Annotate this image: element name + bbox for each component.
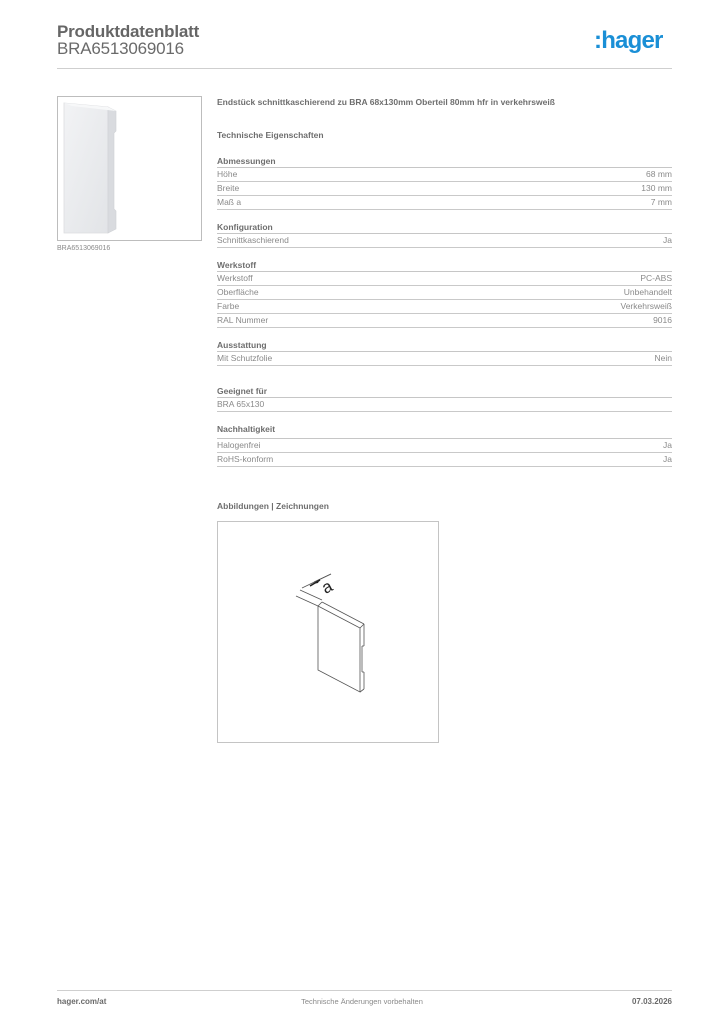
dimension-label: a bbox=[318, 576, 336, 598]
spec-value: PC-ABS bbox=[640, 273, 672, 283]
section-geeignet-fuer bbox=[217, 386, 672, 412]
spec-row bbox=[217, 300, 672, 314]
product-code: BRA6513069016 bbox=[57, 39, 184, 58]
spec-value: Verkehrsweiß bbox=[620, 301, 672, 311]
section-title: Konfiguration bbox=[217, 222, 672, 234]
spec-label: BRA 65x130 bbox=[217, 399, 265, 409]
footer-divider bbox=[57, 990, 672, 991]
spec-label: Mit Schutzfolie bbox=[217, 353, 273, 363]
section-werkstoff bbox=[217, 260, 672, 328]
product-photo bbox=[57, 96, 202, 241]
section-abmessungen bbox=[217, 156, 672, 210]
spec-row bbox=[217, 398, 672, 412]
spec-label: RAL Nummer bbox=[217, 315, 269, 325]
footer-website[interactable]: hager.com/at bbox=[57, 997, 107, 1006]
drawings-heading: Abbildungen | Zeichnungen bbox=[217, 501, 329, 511]
spec-value: Unbehandelt bbox=[623, 287, 672, 297]
spec-row bbox=[217, 168, 672, 182]
spec-label: RoHS-konform bbox=[217, 454, 274, 464]
product-endcap-image bbox=[58, 97, 201, 240]
section-title: Ausstattung bbox=[217, 340, 672, 352]
endcap-line-drawing bbox=[218, 522, 438, 742]
section-konfiguration bbox=[217, 222, 672, 248]
spec-label: Breite bbox=[217, 183, 240, 193]
spec-row bbox=[217, 439, 672, 453]
spec-row bbox=[217, 453, 672, 467]
spec-row bbox=[217, 286, 672, 300]
spec-label: Farbe bbox=[217, 301, 240, 311]
product-description: Endstück schnittkaschierend zu BRA 68x130mm Oberteil 80mm hfr in verkehrsweiß bbox=[217, 97, 555, 107]
section-title: Geeignet für bbox=[217, 386, 672, 398]
spec-value: Ja bbox=[663, 235, 672, 245]
technical-drawing bbox=[217, 521, 439, 743]
footer-note: Technische Änderungen vorbehalten bbox=[301, 997, 423, 1006]
spec-label: Maß a bbox=[217, 197, 242, 207]
spec-value: 130 mm bbox=[641, 183, 672, 193]
spec-row bbox=[217, 182, 672, 196]
spec-label: Schnittkaschierend bbox=[217, 235, 289, 245]
spec-value: 9016 bbox=[653, 315, 672, 325]
spec-label: Halogenfrei bbox=[217, 440, 261, 450]
specs-panel bbox=[217, 96, 672, 467]
spec-label: Höhe bbox=[217, 169, 238, 179]
section-ausstattung bbox=[217, 340, 672, 366]
spec-row bbox=[217, 196, 672, 210]
hager-logo: :hager bbox=[594, 27, 663, 54]
section-nachhaltigkeit bbox=[217, 424, 672, 467]
spec-row bbox=[217, 272, 672, 286]
spec-row bbox=[217, 314, 672, 328]
spec-value: Nein bbox=[654, 353, 672, 363]
section-title: Werkstoff bbox=[217, 260, 672, 272]
spec-label: Werkstoff bbox=[217, 273, 253, 283]
tech-properties-heading: Technische Eigenschaften bbox=[217, 130, 324, 140]
spec-value: Ja bbox=[663, 454, 672, 464]
spec-value: Ja bbox=[663, 440, 672, 450]
header-divider bbox=[57, 68, 672, 69]
section-title: Abmessungen bbox=[217, 156, 672, 168]
section-title: Nachhaltigkeit bbox=[217, 424, 672, 439]
footer-date: 07.03.2026 bbox=[631, 997, 672, 1006]
photo-caption: BRA6513069016 bbox=[57, 245, 111, 252]
spec-label: Oberfläche bbox=[217, 287, 259, 297]
spec-row bbox=[217, 352, 672, 366]
spec-row bbox=[217, 234, 672, 248]
spec-value: 7 mm bbox=[650, 197, 672, 207]
spec-value: 68 mm bbox=[646, 169, 672, 179]
page-title: Produktdatenblatt bbox=[57, 22, 200, 41]
